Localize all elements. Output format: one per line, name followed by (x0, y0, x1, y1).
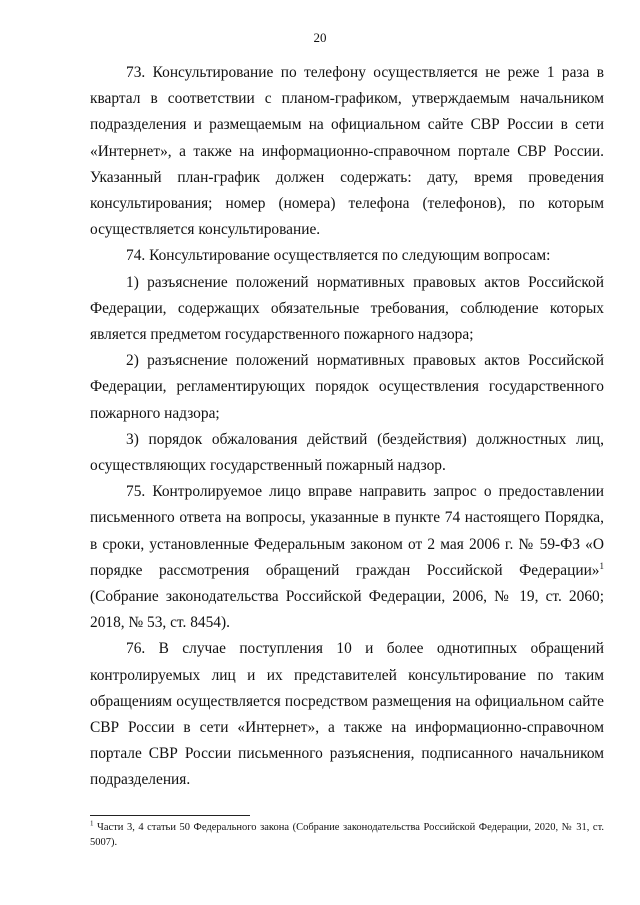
paragraph-75 (90, 479, 604, 636)
paragraph-74: 74. Консультирование осуществляется по следующим вопросам: (126, 247, 551, 265)
paragraph-76: 76. В случае поступления 10 и более однотипных обращений контролируемых лиц и их представителей консультирование по таким обращениям осуществляется посредством размещения на официальном сайте СВР России в сети «Интернет», а также на информационно-справочном портале СВР России письменного разъяснения, подписанного начальником подразделения. (90, 640, 604, 789)
document-body (90, 60, 604, 794)
paragraph-74-item-3: 3) порядок обжалования действий (бездействия) должностных лиц, осуществляющих государственный пожарный надзор. (90, 430, 604, 475)
paragraph-75-citation: (Собрание законодательства Российской Федерации, 2006, № 19, ст. 2060; 2018, № 53, ст. 8454). (90, 588, 604, 632)
footnote-text: Части 3, 4 статьи 50 Федерального закона (Собрание законодательства Российской Федерации, 2020, № 31, ст. 5007). (90, 822, 604, 848)
paragraph-73: 73. Консультирование по телефону осуществляется не реже 1 раза в квартал в соответствии с планом-графиком, утверждаемым начальником подразделения и размещаемым на официальном сайте СВР России в сети «Интернет», а также на информационно-справочном портале СВР России. Указанный план-график должен содержать: дату, время проведения консультирования; номер (номера) телефона (телефонов), по которым осуществляется консультирование. (90, 64, 604, 239)
paragraph-74-item-1: 1) разъяснение положений нормативных правовых актов Российской Федерации, содержащих обязательные требования, соблюдение которых является предметом государственного пожарного надзора; (90, 273, 604, 344)
footnote-marker: 1 (90, 819, 94, 828)
footnote (90, 820, 604, 850)
paragraph-74-item-2: 2) разъяснение положений нормативных правовых актов Российской Федерации, регламентирующих порядок осуществления государственного пожарного надзора; (90, 352, 604, 422)
page-number: 20 (313, 30, 327, 45)
footnote-separator (90, 815, 250, 816)
footnote-reference: 1 (599, 560, 604, 571)
paragraph-75-text: 75. Контролируемое лицо вправе направить запрос о предоставлении письменного ответа на вопросы, указанные в пункте 74 настоящего Порядка, в сроки, установленные Федеральным законом от 2 мая 2006 г. № 59-ФЗ «О порядке рассмотрения обращений граждан Российской Федерации» (90, 483, 604, 579)
